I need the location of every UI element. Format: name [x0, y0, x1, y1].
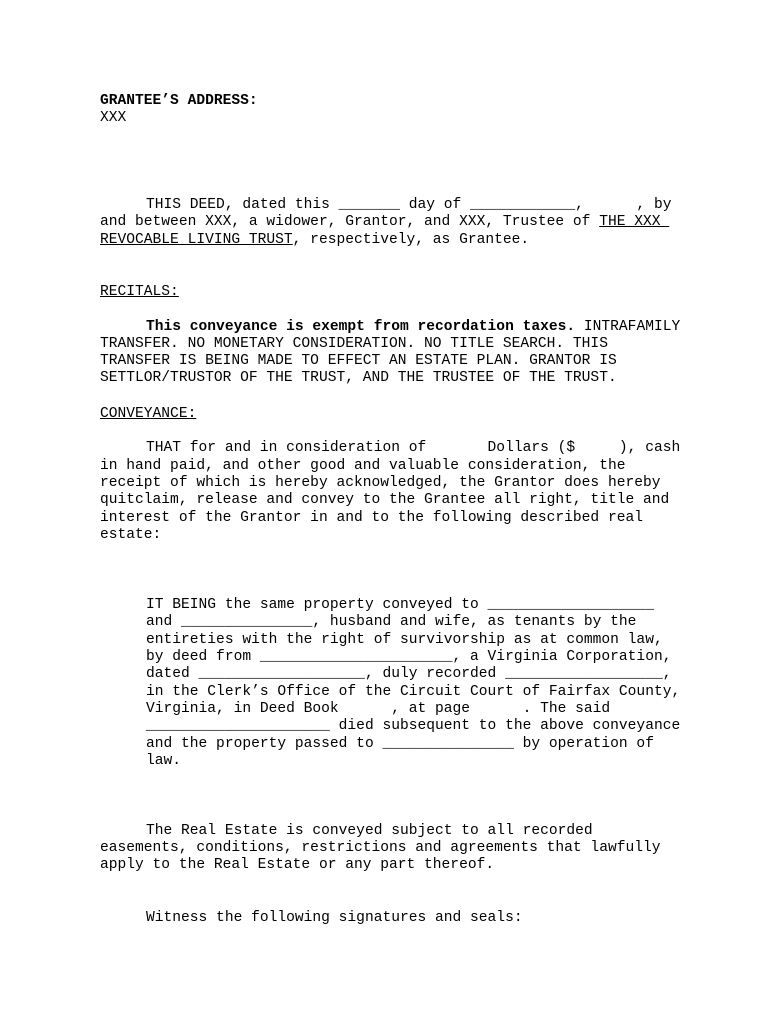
conveyance-line: quitclaim, release and convey to the Grantee all right, title and — [100, 492, 670, 508]
opening-line-3-text: , respectively, as Grantee. — [292, 232, 530, 248]
opening-line-2 — [100, 214, 669, 231]
derivation-line: and the property passed to _______________ by operation of — [146, 736, 654, 752]
derivation-line: law. — [146, 753, 182, 769]
conveyance-line: receipt of which is hereby acknowledged, the Grantor does hereby — [100, 475, 661, 491]
witness-line: Witness the following signatures and seals: — [146, 910, 523, 926]
derivation-line: IT BEING the same property conveyed to ___________________ — [146, 597, 654, 613]
derivation-line: and _______________, husband and wife, as tenants by the — [146, 614, 637, 630]
tax-exempt-statement: This conveyance is exempt from recordation taxes. — [146, 319, 576, 335]
subject-to-line: easements, conditions, restrictions and agreements that lawfully — [100, 840, 661, 856]
recitals-line-4: SETTLOR/TRUSTOR OF THE TRUST, AND THE TRUSTEE OF THE TRUST. — [100, 370, 617, 386]
opening-line-2-text: and between XXX, a widower, Grantor, and XXX, Trustee of — [100, 214, 600, 230]
conveyance-line: in hand paid, and other good and valuable consideration, the — [100, 458, 626, 474]
trust-name-part-2: REVOCABLE LIVING TRUST — [100, 232, 293, 248]
grantee-address-heading: GRANTEE’S ADDRESS: — [100, 93, 258, 109]
conveyance-line: THAT for and in consideration of Dollars ($ ), cash — [146, 440, 681, 456]
recitals-line-2: TRANSFER. NO MONETARY CONSIDERATION. NO TITLE SEARCH. THIS — [100, 336, 608, 352]
derivation-line: _____________________ died subsequent to the above conveyance — [146, 718, 681, 734]
trust-name-part-1: THE XXX — [599, 214, 670, 230]
conveyance-heading: CONVEYANCE: — [100, 406, 197, 422]
opening-line-1: THIS DEED, dated this _______ day of ____________, , by — [146, 197, 672, 213]
recitals-heading: RECITALS: — [100, 284, 179, 300]
subject-to-line: The Real Estate is conveyed subject to all recorded — [146, 823, 593, 839]
derivation-line: Virginia, in Deed Book , at page . The said — [146, 701, 611, 717]
recitals-line-1 — [146, 319, 680, 336]
derivation-line: in the Clerk’s Office of the Circuit Court of Fairfax County, — [146, 684, 681, 700]
recitals-line-3: TRANSFER IS BEING MADE TO EFFECT AN ESTATE PLAN. GRANTOR IS — [100, 353, 617, 369]
opening-line-3 — [100, 232, 529, 249]
subject-to-line: apply to the Real Estate or any part thereof. — [100, 857, 495, 873]
conveyance-line: estate: — [100, 527, 162, 543]
derivation-line: by deed from ______________________, a Virginia Corporation, — [146, 649, 672, 665]
derivation-line: entireties with the right of survivorship as at common law, — [146, 632, 663, 648]
recitals-line-1-rest: INTRAFAMILY — [575, 319, 681, 335]
derivation-line: dated ___________________, duly recorded __________________, — [146, 666, 672, 682]
grantee-address-value: XXX — [100, 110, 127, 126]
conveyance-line: interest of the Grantor in and to the following described real — [100, 510, 643, 526]
